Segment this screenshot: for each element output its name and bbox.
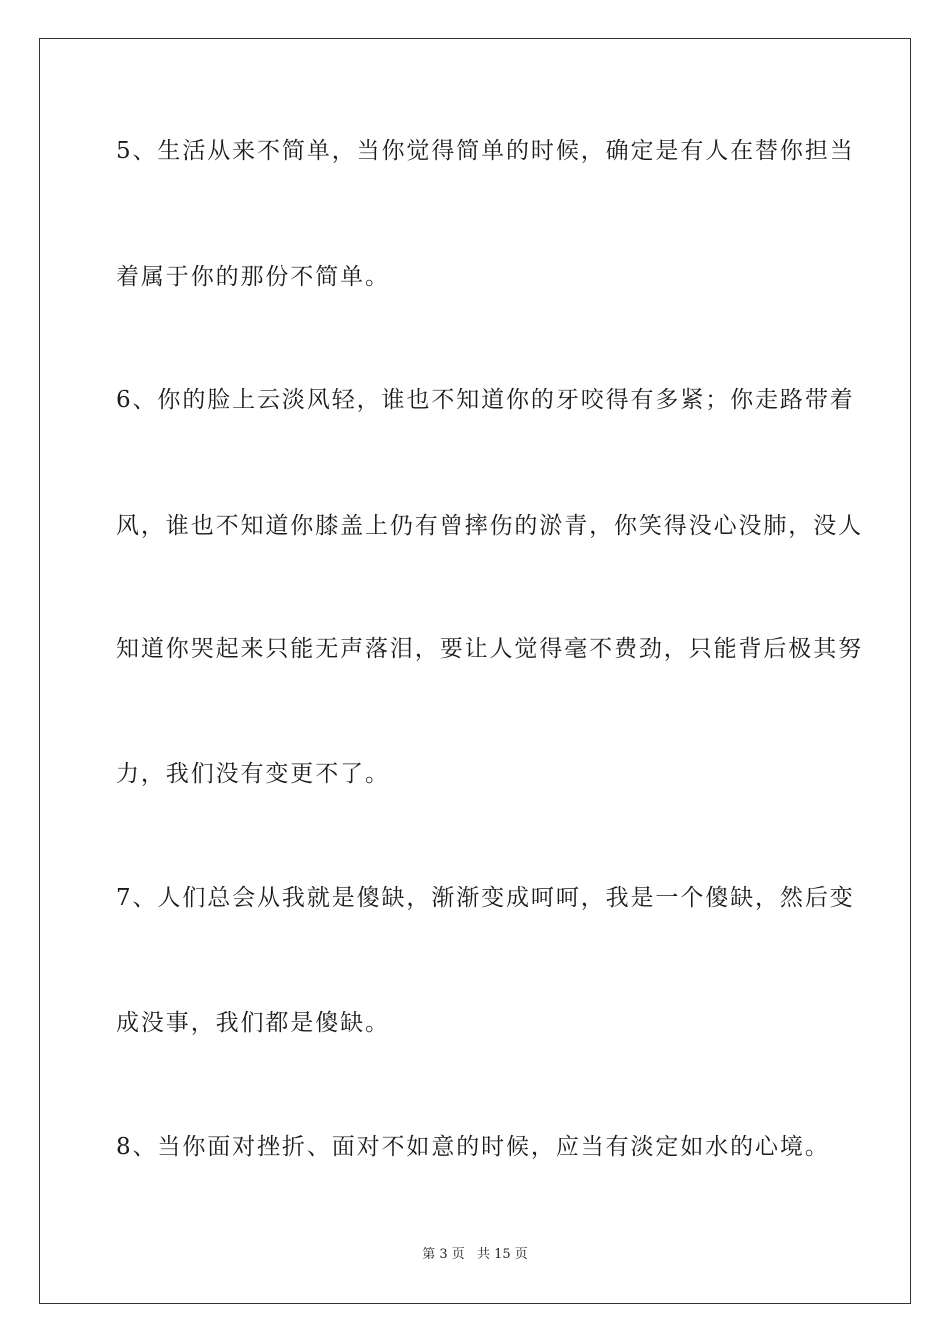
paragraph-7-line-2: 成没事，我们都是傻缺。	[116, 1010, 390, 1036]
paragraph-5-line-1: 5、生活从来不简单，当你觉得简单的时候，确定是有人在替你担当	[116, 138, 855, 164]
paragraph-7-line-1: 7、人们总会从我就是傻缺，渐渐变成呵呵，我是一个傻缺，然后变	[116, 885, 855, 911]
page-number: 第 3 页	[422, 1247, 465, 1262]
paragraph-6-line-4: 力，我们没有变更不了。	[116, 761, 390, 787]
page-footer	[0, 1246, 950, 1264]
total-pages: 共 15 页	[476, 1247, 528, 1262]
paragraph-6-line-2: 风，谁也不知道你膝盖上仍有曾摔伤的淤青，你笑得没心没肺，没人	[116, 513, 863, 539]
paragraph-8-line-1: 8、当你面对挫折、面对不如意的时候，应当有淡定如水的心境。	[116, 1134, 830, 1160]
paragraph-6-line-3: 知道你哭起来只能无声落泪，要让人觉得毫不费劲，只能背后极其努	[116, 636, 863, 662]
paragraph-5-line-2: 着属于你的那份不简单。	[116, 264, 390, 290]
paragraph-6-line-1: 6、你的脸上云淡风轻，谁也不知道你的牙咬得有多紧；你走路带着	[116, 387, 855, 413]
page-frame	[39, 38, 911, 1304]
